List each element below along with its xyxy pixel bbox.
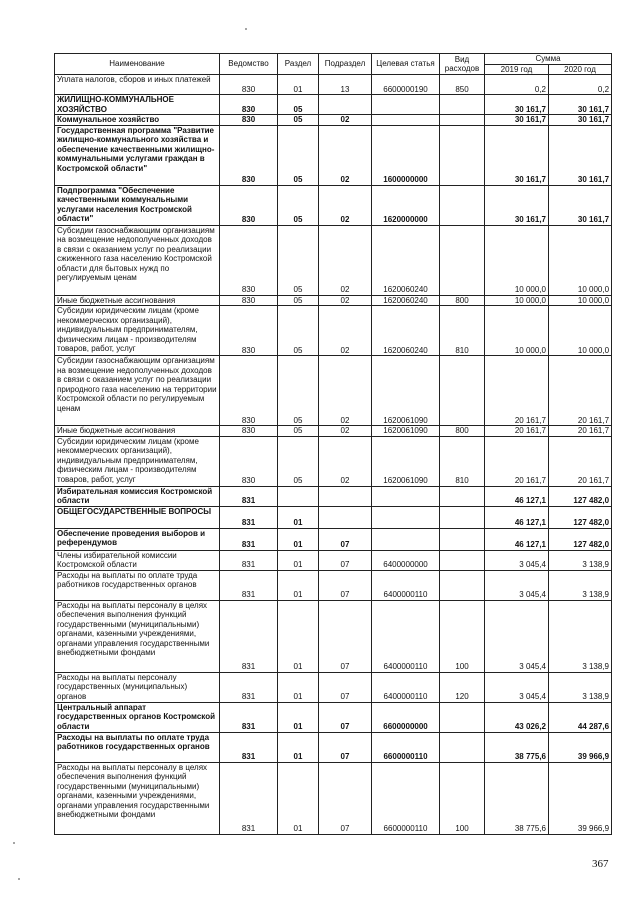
row-section: 05 bbox=[278, 306, 319, 356]
table-row bbox=[55, 75, 612, 95]
row-target: 1600000000 bbox=[372, 125, 440, 185]
table-row bbox=[55, 550, 612, 570]
row-sum-2020: 0,2 bbox=[549, 75, 612, 95]
header-type: Вид расходов bbox=[440, 54, 485, 75]
row-sum-2020: 20 161,7 bbox=[549, 356, 612, 426]
table-row bbox=[55, 125, 612, 185]
row-dept: 830 bbox=[220, 185, 278, 225]
row-subsection: 13 bbox=[319, 75, 372, 95]
row-target bbox=[372, 115, 440, 126]
table-row bbox=[55, 570, 612, 600]
row-type: 800 bbox=[440, 295, 485, 306]
table-row bbox=[55, 225, 612, 295]
row-target: 6600000110 bbox=[372, 732, 440, 762]
row-type: 800 bbox=[440, 426, 485, 437]
row-section: 01 bbox=[278, 702, 319, 732]
row-subsection: 02 bbox=[319, 436, 372, 486]
row-name: Коммунальное хозяйство bbox=[55, 115, 220, 126]
row-name: Иные бюджетные ассигнования bbox=[55, 295, 220, 306]
row-dept: 830 bbox=[220, 436, 278, 486]
row-sum-2020: 127 482,0 bbox=[549, 486, 612, 506]
row-section: 01 bbox=[278, 600, 319, 672]
row-subsection: 02 bbox=[319, 295, 372, 306]
row-sum-2019: 10 000,0 bbox=[485, 306, 549, 356]
row-section: 05 bbox=[278, 356, 319, 426]
row-section: 01 bbox=[278, 672, 319, 702]
row-subsection bbox=[319, 95, 372, 115]
row-dept: 831 bbox=[220, 486, 278, 506]
row-sum-2019: 20 161,7 bbox=[485, 436, 549, 486]
row-subsection: 02 bbox=[319, 115, 372, 126]
scan-speck bbox=[18, 878, 20, 880]
row-section bbox=[278, 486, 319, 506]
row-subsection bbox=[319, 506, 372, 528]
row-type: 100 bbox=[440, 762, 485, 834]
row-target bbox=[372, 506, 440, 528]
row-name: ОБЩЕГОСУДАРСТВЕННЫЕ ВОПРОСЫ bbox=[55, 506, 220, 528]
row-type bbox=[440, 570, 485, 600]
row-subsection: 07 bbox=[319, 550, 372, 570]
row-type: 810 bbox=[440, 436, 485, 486]
table-row bbox=[55, 356, 612, 426]
row-name: Обеспечение проведения выборов и референдумов bbox=[55, 528, 220, 550]
row-sum-2020: 30 161,7 bbox=[549, 115, 612, 126]
row-subsection: 07 bbox=[319, 528, 372, 550]
row-target: 6400000110 bbox=[372, 570, 440, 600]
row-subsection: 07 bbox=[319, 672, 372, 702]
budget-table bbox=[54, 53, 612, 835]
row-sum-2020: 3 138,9 bbox=[549, 672, 612, 702]
page-number: 367 bbox=[592, 858, 609, 870]
table-body bbox=[55, 75, 612, 835]
row-sum-2020: 3 138,9 bbox=[549, 570, 612, 600]
row-section: 05 bbox=[278, 225, 319, 295]
row-type bbox=[440, 732, 485, 762]
row-sum-2019: 30 161,7 bbox=[485, 125, 549, 185]
row-section: 05 bbox=[278, 95, 319, 115]
table-row bbox=[55, 436, 612, 486]
row-type bbox=[440, 506, 485, 528]
row-target: 1620000000 bbox=[372, 185, 440, 225]
row-section: 05 bbox=[278, 436, 319, 486]
row-name: Расходы на выплаты по оплате труда работников государственных органов bbox=[55, 570, 220, 600]
row-dept: 830 bbox=[220, 426, 278, 437]
row-dept: 831 bbox=[220, 550, 278, 570]
row-sum-2020: 127 482,0 bbox=[549, 528, 612, 550]
row-sum-2019: 3 045,4 bbox=[485, 600, 549, 672]
table-row bbox=[55, 95, 612, 115]
row-type bbox=[440, 486, 485, 506]
row-type: 100 bbox=[440, 600, 485, 672]
table-row bbox=[55, 185, 612, 225]
row-type bbox=[440, 185, 485, 225]
header-year-2020: 2020 год bbox=[549, 64, 612, 75]
row-sum-2020: 39 966,9 bbox=[549, 732, 612, 762]
row-section: 01 bbox=[278, 762, 319, 834]
row-dept: 830 bbox=[220, 125, 278, 185]
row-section: 05 bbox=[278, 125, 319, 185]
table-row bbox=[55, 295, 612, 306]
row-name: Расходы на выплаты персоналу государственных (муниципальных) органов bbox=[55, 672, 220, 702]
row-type bbox=[440, 225, 485, 295]
row-sum-2020: 10 000,0 bbox=[549, 295, 612, 306]
row-name: Подпрограмма "Обеспечение качественными коммунальными услугами населения Костромской области" bbox=[55, 185, 220, 225]
row-sum-2019: 20 161,7 bbox=[485, 426, 549, 437]
row-subsection bbox=[319, 486, 372, 506]
row-sum-2019: 30 161,7 bbox=[485, 95, 549, 115]
table-row bbox=[55, 426, 612, 437]
row-dept: 831 bbox=[220, 528, 278, 550]
table-row bbox=[55, 506, 612, 528]
row-target: 6600000000 bbox=[372, 702, 440, 732]
row-section: 01 bbox=[278, 506, 319, 528]
row-subsection: 02 bbox=[319, 356, 372, 426]
row-target: 1620060240 bbox=[372, 225, 440, 295]
row-name: Субсидии юридическим лицам (кроме некоммерческих организаций), индивидуальным предпринимателям, физическим лицам - производителям товаров, работ, услуг bbox=[55, 436, 220, 486]
row-type: 120 bbox=[440, 672, 485, 702]
row-subsection: 02 bbox=[319, 426, 372, 437]
row-type bbox=[440, 115, 485, 126]
row-type bbox=[440, 356, 485, 426]
row-dept: 830 bbox=[220, 356, 278, 426]
row-section: 01 bbox=[278, 75, 319, 95]
row-subsection: 02 bbox=[319, 225, 372, 295]
row-sum-2019: 38 775,6 bbox=[485, 732, 549, 762]
row-target: 1620061090 bbox=[372, 436, 440, 486]
row-sum-2019: 3 045,4 bbox=[485, 672, 549, 702]
row-target: 6600000190 bbox=[372, 75, 440, 95]
row-sum-2019: 10 000,0 bbox=[485, 225, 549, 295]
row-sum-2020: 39 966,9 bbox=[549, 762, 612, 834]
header-dept: Ведомство bbox=[220, 54, 278, 75]
row-target bbox=[372, 528, 440, 550]
row-target: 1620061090 bbox=[372, 356, 440, 426]
row-section: 05 bbox=[278, 295, 319, 306]
row-name: Расходы на выплаты персоналу в целях обеспечения выполнения функций государственными (муниципальными) органами, казенными учреждениями, органами управления государственными внебюджетными фондами bbox=[55, 600, 220, 672]
row-sum-2020: 20 161,7 bbox=[549, 436, 612, 486]
row-subsection: 07 bbox=[319, 600, 372, 672]
table-row bbox=[55, 528, 612, 550]
row-dept: 830 bbox=[220, 115, 278, 126]
row-name: Иные бюджетные ассигнования bbox=[55, 426, 220, 437]
row-sum-2019: 20 161,7 bbox=[485, 356, 549, 426]
table-row bbox=[55, 306, 612, 356]
row-dept: 831 bbox=[220, 702, 278, 732]
row-dept: 831 bbox=[220, 732, 278, 762]
row-subsection: 02 bbox=[319, 306, 372, 356]
table-row bbox=[55, 600, 612, 672]
row-sum-2020: 20 161,7 bbox=[549, 426, 612, 437]
table-header bbox=[55, 54, 612, 75]
row-target: 1620061090 bbox=[372, 426, 440, 437]
row-sum-2019: 10 000,0 bbox=[485, 295, 549, 306]
row-name: Расходы на выплаты персоналу в целях обеспечения выполнения функций государственными (муниципальными) органами, казенными учреждениями, органами управления государственными внебюджетными фондами bbox=[55, 762, 220, 834]
row-type bbox=[440, 125, 485, 185]
row-sum-2019: 30 161,7 bbox=[485, 115, 549, 126]
row-target bbox=[372, 486, 440, 506]
row-sum-2019: 46 127,1 bbox=[485, 486, 549, 506]
header-target: Целевая статья bbox=[372, 54, 440, 75]
row-sum-2020: 10 000,0 bbox=[549, 306, 612, 356]
row-sum-2020: 30 161,7 bbox=[549, 95, 612, 115]
table-row bbox=[55, 486, 612, 506]
row-dept: 831 bbox=[220, 600, 278, 672]
row-sum-2020: 127 482,0 bbox=[549, 506, 612, 528]
row-dept: 830 bbox=[220, 306, 278, 356]
row-type: 810 bbox=[440, 306, 485, 356]
row-dept: 831 bbox=[220, 506, 278, 528]
row-name: Центральный аппарат государственных органов Костромской области bbox=[55, 702, 220, 732]
row-subsection: 02 bbox=[319, 185, 372, 225]
row-subsection: 07 bbox=[319, 762, 372, 834]
row-sum-2020: 44 287,6 bbox=[549, 702, 612, 732]
row-name: Субсидии юридическим лицам (кроме некоммерческих организаций), индивидуальным предпринимателям, физическим лицам - производителям товаров, работ, услуг bbox=[55, 306, 220, 356]
row-name: Избирательная комиссия Костромской области bbox=[55, 486, 220, 506]
header-section: Раздел bbox=[278, 54, 319, 75]
row-section: 01 bbox=[278, 732, 319, 762]
header-sum: Сумма bbox=[485, 54, 612, 65]
row-sum-2020: 3 138,9 bbox=[549, 600, 612, 672]
row-section: 05 bbox=[278, 426, 319, 437]
row-name: Уплата налогов, сборов и иных платежей bbox=[55, 75, 220, 95]
table-row bbox=[55, 115, 612, 126]
row-subsection: 02 bbox=[319, 125, 372, 185]
scan-speck bbox=[245, 28, 247, 30]
table-row bbox=[55, 762, 612, 834]
row-dept: 831 bbox=[220, 762, 278, 834]
row-target: 1620060240 bbox=[372, 306, 440, 356]
row-type: 850 bbox=[440, 75, 485, 95]
header-subsection: Подраздел bbox=[319, 54, 372, 75]
row-sum-2019: 46 127,1 bbox=[485, 528, 549, 550]
row-target: 6400000000 bbox=[372, 550, 440, 570]
row-section: 01 bbox=[278, 570, 319, 600]
row-sum-2019: 30 161,7 bbox=[485, 185, 549, 225]
row-type bbox=[440, 550, 485, 570]
row-name: Субсидии газоснабжающим организациям на возмещение недополученных доходов в связи с оказанием услуг по реализации сжиженного газа населению Костромской области для бытовых нужд по регулируемым ценам bbox=[55, 225, 220, 295]
row-dept: 831 bbox=[220, 672, 278, 702]
row-sum-2020: 30 161,7 bbox=[549, 185, 612, 225]
row-subsection: 07 bbox=[319, 732, 372, 762]
row-name: Расходы на выплаты по оплате труда работников государственных органов bbox=[55, 732, 220, 762]
table-row bbox=[55, 732, 612, 762]
row-dept: 830 bbox=[220, 95, 278, 115]
row-dept: 831 bbox=[220, 570, 278, 600]
row-name: ЖИЛИЩНО-КОММУНАЛЬНОЕ ХОЗЯЙСТВО bbox=[55, 95, 220, 115]
row-section: 05 bbox=[278, 115, 319, 126]
row-sum-2020: 3 138,9 bbox=[549, 550, 612, 570]
row-target: 6600000110 bbox=[372, 762, 440, 834]
row-type bbox=[440, 702, 485, 732]
row-sum-2019: 3 045,4 bbox=[485, 550, 549, 570]
row-type bbox=[440, 95, 485, 115]
table-row bbox=[55, 702, 612, 732]
row-sum-2019: 46 127,1 bbox=[485, 506, 549, 528]
row-target: 6400000110 bbox=[372, 672, 440, 702]
row-type bbox=[440, 528, 485, 550]
row-sum-2019: 43 026,2 bbox=[485, 702, 549, 732]
row-subsection: 07 bbox=[319, 702, 372, 732]
row-target: 1620060240 bbox=[372, 295, 440, 306]
row-name: Члены избирательной комиссии Костромской области bbox=[55, 550, 220, 570]
row-sum-2020: 30 161,7 bbox=[549, 125, 612, 185]
row-sum-2019: 38 775,6 bbox=[485, 762, 549, 834]
row-section: 01 bbox=[278, 550, 319, 570]
row-target bbox=[372, 95, 440, 115]
row-sum-2020: 10 000,0 bbox=[549, 225, 612, 295]
header-name: Наименование bbox=[55, 54, 220, 75]
scan-speck bbox=[13, 842, 15, 844]
header-year-2019: 2019 год bbox=[485, 64, 549, 75]
row-subsection: 07 bbox=[319, 570, 372, 600]
row-target: 6400000110 bbox=[372, 600, 440, 672]
row-dept: 830 bbox=[220, 75, 278, 95]
row-dept: 830 bbox=[220, 225, 278, 295]
row-dept: 830 bbox=[220, 295, 278, 306]
row-name: Субсидии газоснабжающим организациям на возмещение недополученных доходов в связи с оказанием услуг по реализации природного газа населению на территории Костромской области по регулируемым ценам bbox=[55, 356, 220, 426]
row-section: 01 bbox=[278, 528, 319, 550]
row-section: 05 bbox=[278, 185, 319, 225]
table-row bbox=[55, 672, 612, 702]
row-name: Государственная программа "Развитие жилищно-коммунального хозяйства и обеспечение качественными жилищно-коммунальными услугами граждан в Костромской области" bbox=[55, 125, 220, 185]
row-sum-2019: 3 045,4 bbox=[485, 570, 549, 600]
row-sum-2019: 0,2 bbox=[485, 75, 549, 95]
